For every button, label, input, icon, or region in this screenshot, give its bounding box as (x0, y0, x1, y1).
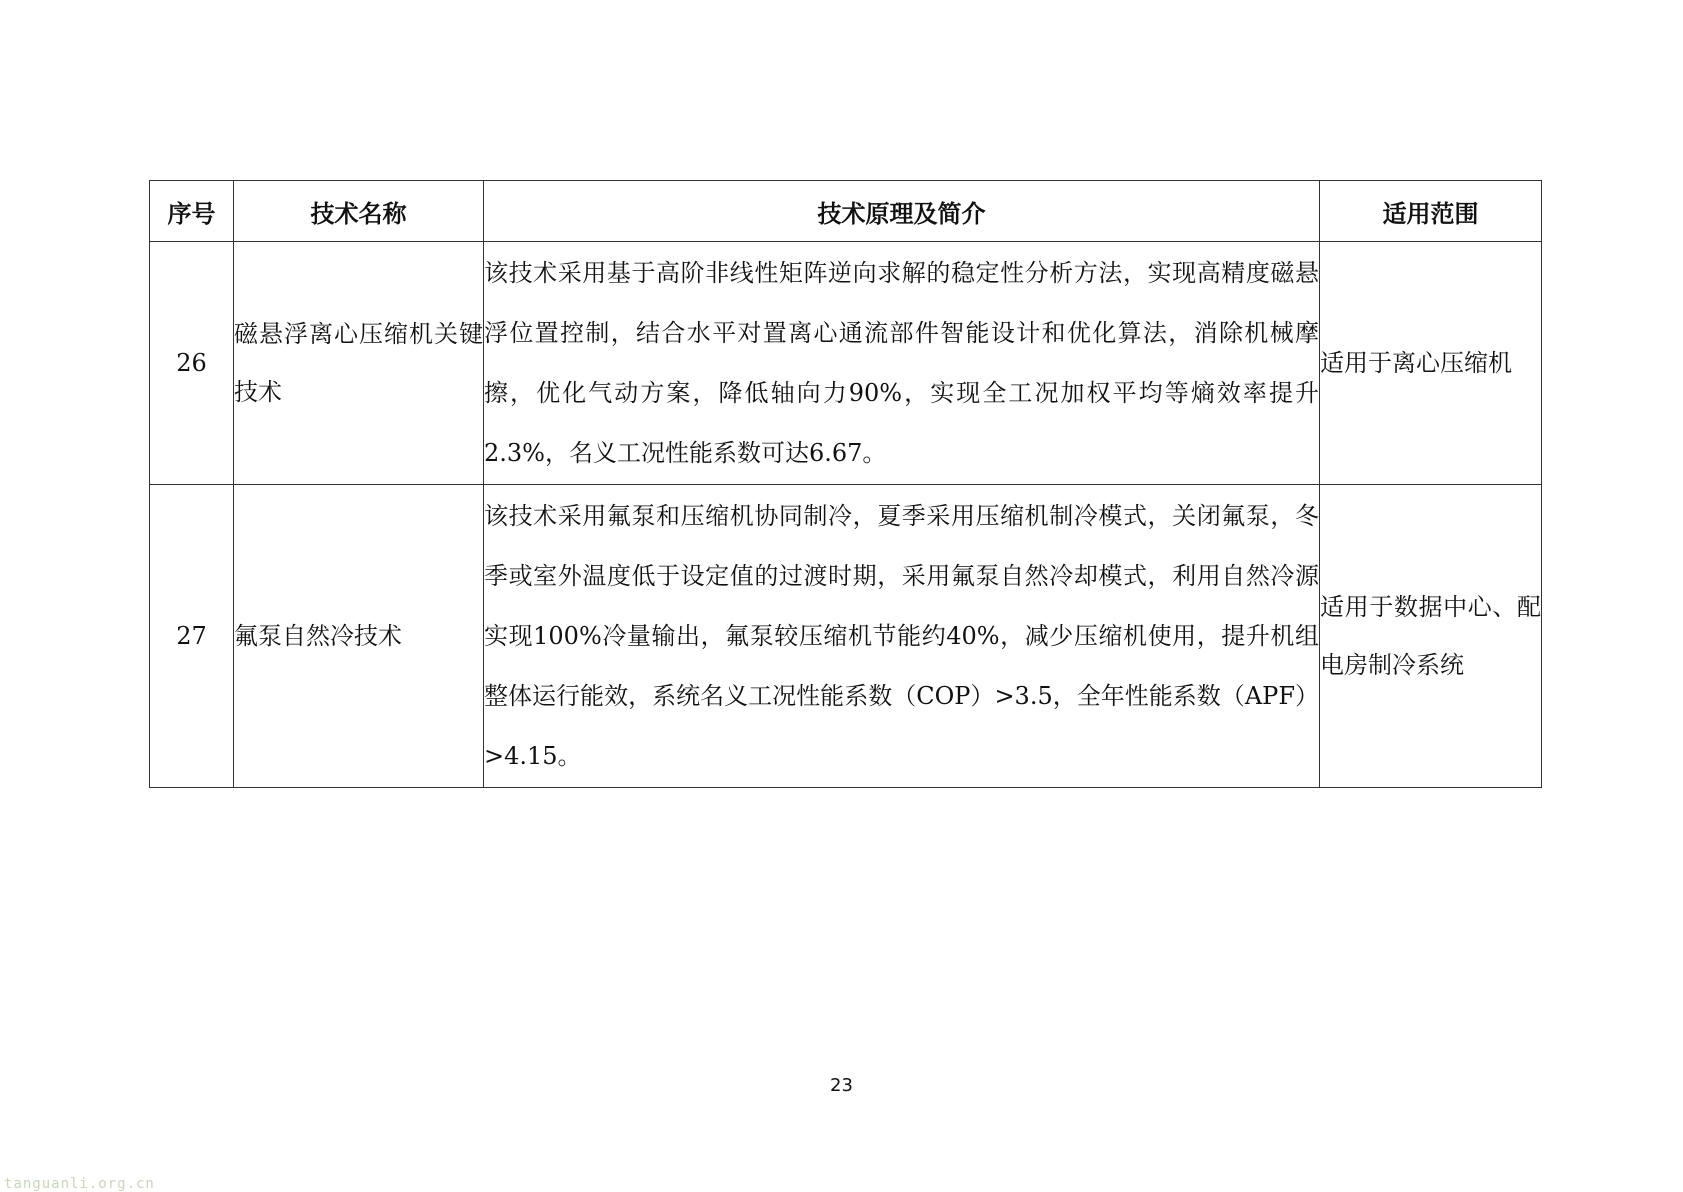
row-technology-name: 磁悬浮离心压缩机关键技术 (234, 242, 484, 485)
table-header-row (150, 181, 1542, 242)
row-technology-name: 氟泵自然冷技术 (234, 485, 484, 788)
header-technology-principle: 技术原理及简介 (484, 181, 1320, 242)
page-number: 23 (830, 1075, 853, 1096)
header-serial-number: 序号 (150, 181, 234, 242)
row-serial-number: 27 (150, 485, 234, 788)
technology-table (149, 180, 1542, 788)
row-technology-description: 该技术采用氟泵和压缩机协同制冷，夏季采用压缩机制冷模式，关闭氟泵，冬季或室外温度低于设定值的过渡时期，采用氟泵自然冷却模式，利用自然冷源实现100%冷量输出，氟泵较压缩机节能约40%，减少压缩机使用，提升机组整体运行能效，系统名义工况性能系数（COP）>3.5，全年性能系数（APF）>4.15。 (484, 485, 1320, 788)
site-watermark: tanguanli.org.cn (4, 1176, 155, 1192)
row-technology-description: 该技术采用基于高阶非线性矩阵逆向求解的稳定性分析方法，实现高精度磁悬浮位置控制，结合水平对置离心通流部件智能设计和优化算法，消除机械摩擦，优化气动方案，降低轴向力90%，实现全工况加权平均等熵效率提升2.3%，名义工况性能系数可达6.67。 (484, 242, 1320, 485)
row-application-scope: 适用于离心压缩机 (1320, 242, 1542, 485)
row-application-scope: 适用于数据中心、配电房制冷系统 (1320, 485, 1542, 788)
row-serial-number: 26 (150, 242, 234, 485)
header-application-scope: 适用范围 (1320, 181, 1542, 242)
header-technology-name: 技术名称 (234, 181, 484, 242)
table-row (150, 485, 1542, 788)
table-row (150, 242, 1542, 485)
